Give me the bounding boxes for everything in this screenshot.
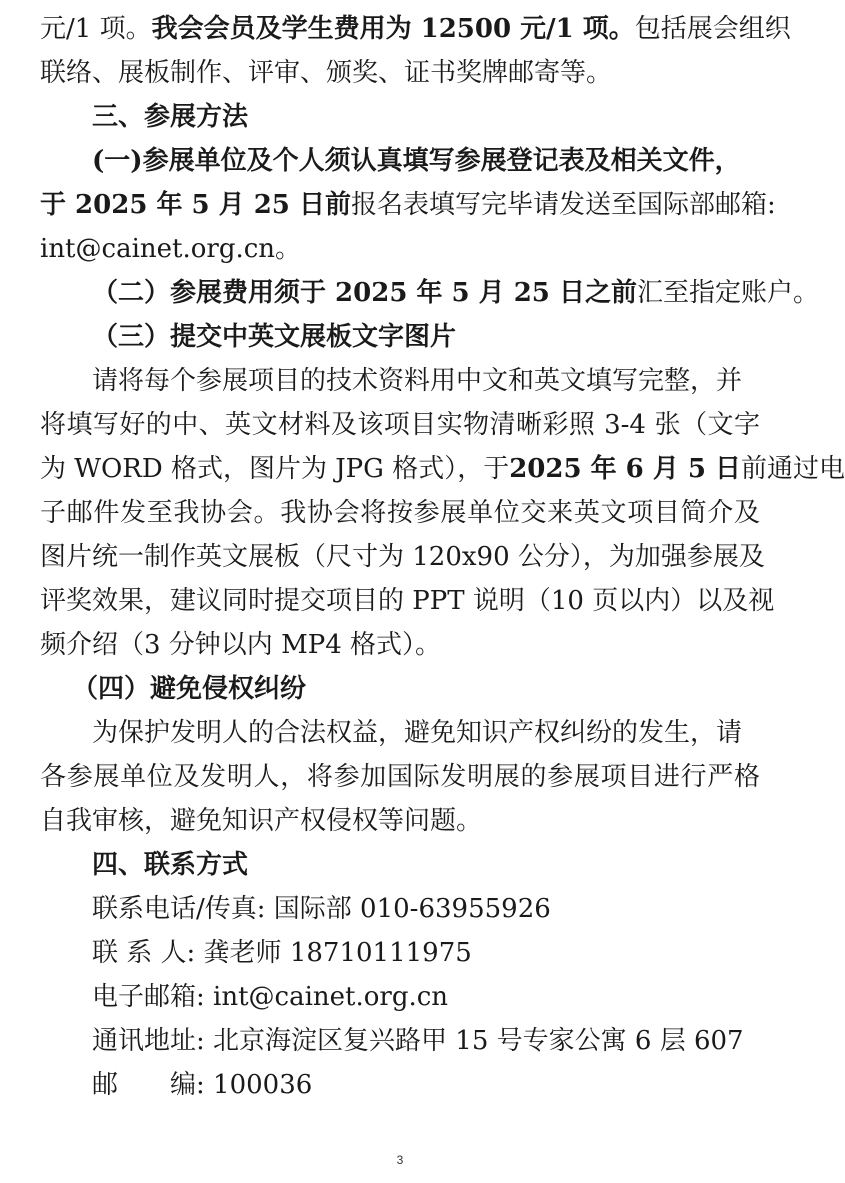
item3-paragraph-line-1: 请将每个参展项目的技术资料用中文和英文填写完整，并 — [92, 366, 743, 396]
item3-paragraph-line-6: 评奖效果，建议同时提交项目的 PPT 说明（10 页以内）以及视 — [40, 586, 775, 616]
registration-instruction: 报名表填写完毕请发送至国际部邮箱: — [350, 190, 776, 220]
item4-heading: （四）避免侵权纠纷 — [72, 674, 307, 704]
item4-paragraph-line-2: 各参展单位及发明人，将参加国际发明展的参展项目进行严格 — [40, 762, 760, 792]
item4-paragraph-line-1: 为保护发明人的合法权益，避免知识产权纠纷的发生，请 — [92, 718, 743, 748]
item3-paragraph-line-7: 频介绍（3 分钟以内 MP4 格式）。 — [40, 630, 441, 660]
item3-paragraph-line-4: 子邮件发至我协会。我协会将按参展单位交来英文项目简介及 — [40, 498, 760, 528]
contact-phone: 联系电话/传真: 国际部 010-63955926 — [92, 894, 551, 924]
item3-paragraph-line-3 — [40, 452, 845, 486]
materials-deadline: 2025 年 6 月 5 日 — [509, 454, 742, 484]
section-heading-contact: 四、联系方式 — [92, 850, 249, 880]
item1-line2 — [40, 188, 776, 222]
fee-payment-deadline: （二）参展费用须于 2025 年 5 月 25 日之前 — [92, 278, 637, 308]
contact-email: 电子邮箱: int@cainet.org.cn — [92, 982, 449, 1012]
fee-unit-text: 元/1 项。 — [40, 14, 152, 44]
item1-line1: (一)参展单位及个人须认真填写参展登记表及相关文件， — [92, 146, 741, 176]
international-dept-email-line: int@cainet.org.cn。 — [40, 234, 302, 264]
format-text: 为 WORD 格式，图片为 JPG 格式），于 — [40, 454, 510, 484]
submit-method-text: 前通过电 — [741, 454, 845, 484]
member-fee-text: 我会会员及学生费用为 12500 元/1 项。 — [151, 14, 635, 44]
fee-payment-instruction: 汇至指定账户。 — [636, 278, 819, 308]
contact-person: 联 系 人: 龚老师 18710111975 — [92, 938, 472, 968]
fee-line-2: 联络、展板制作、评审、颁奖、证书奖牌邮寄等。 — [40, 58, 613, 88]
fee-line-1 — [40, 12, 791, 46]
page-number: 3 — [396, 1153, 404, 1167]
item3-heading: （三）提交中英文展板文字图片 — [92, 322, 457, 352]
item4-paragraph-line-3: 自我审核，避免知识产权侵权等问题。 — [40, 806, 483, 836]
section-heading-participation-method: 三、参展方法 — [92, 102, 249, 132]
item3-paragraph-line-2: 将填写好的中、英文材料及该项目实物清晰彩照 3-4 张（文字 — [40, 410, 760, 440]
item3-paragraph-line-5: 图片统一制作英文展板（尺寸为 120x90 公分），为加强参展及 — [40, 542, 765, 572]
item2-line — [92, 276, 819, 310]
registration-deadline: 于 2025 年 5 月 25 日前 — [40, 190, 351, 220]
fee-includes-text: 包括展会组织 — [634, 14, 791, 44]
contact-address: 通讯地址: 北京海淀区复兴路甲 15 号专家公寓 6 层 607 — [92, 1026, 744, 1056]
contact-postcode: 邮 编: 100036 — [92, 1070, 313, 1100]
